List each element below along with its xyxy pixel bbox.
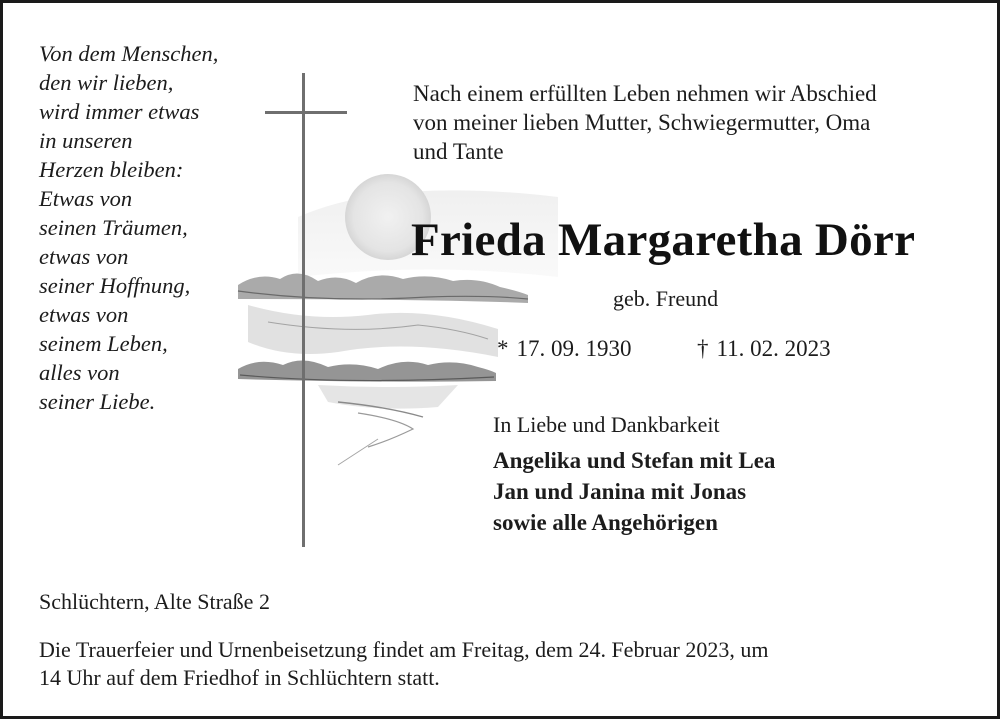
poem-line: alles von [39, 360, 120, 385]
deceased-name: Frieda Margaretha Dörr [411, 214, 916, 266]
mourner-line: sowie alle Angehörigen [493, 510, 718, 535]
birth-date-value: 17. 09. 1930 [516, 336, 632, 361]
death-date [697, 336, 831, 362]
poem-line: den wir lieben, [39, 70, 174, 95]
death-cross-icon: † [697, 336, 709, 361]
mourner-line: Angelika und Stefan mit Lea [493, 448, 776, 473]
death-date-value: 11. 02. 2023 [716, 336, 831, 361]
intro-line: und Tante [413, 139, 504, 164]
mourners-block [493, 411, 973, 538]
poem-line: seinem Leben, [39, 331, 168, 356]
birth-date [497, 336, 632, 362]
cross-icon [302, 73, 305, 547]
maiden-name: geb. Freund [613, 286, 719, 311]
birth-star-icon: * [497, 336, 509, 361]
poem-line: etwas von [39, 244, 129, 269]
address: Schlüchtern, Alte Straße 2 [39, 589, 270, 614]
funeral-info [39, 636, 969, 692]
poem-line: Von dem Menschen, [39, 41, 219, 66]
poem-line: wird immer etwas [39, 99, 200, 124]
funeral-line: 14 Uhr auf dem Friedhof in Schlüchtern statt. [39, 665, 440, 690]
intro-line: Nach einem erfüllten Leben nehmen wir Abschied [413, 81, 877, 106]
funeral-line: Die Trauerfeier und Urnenbeisetzung findet am Freitag, dem 24. Februar 2023, um [39, 637, 769, 662]
poem-line: seinen Träumen, [39, 215, 188, 240]
mourners-intro: In Liebe und Dankbarkeit [493, 412, 720, 437]
poem-line: seiner Hoffnung, [39, 273, 191, 298]
mourner-line: Jan und Janina mit Jonas [493, 479, 747, 504]
poem-line: in unseren [39, 128, 133, 153]
farewell-intro [413, 79, 973, 166]
poem-line: seiner Liebe. [39, 389, 156, 414]
poem-line: Etwas von [39, 186, 133, 211]
intro-line: von meiner lieben Mutter, Schwiegermutter, Oma [413, 110, 871, 135]
poem-line: Herzen bleiben: [39, 157, 184, 182]
poem-line: etwas von [39, 302, 129, 327]
